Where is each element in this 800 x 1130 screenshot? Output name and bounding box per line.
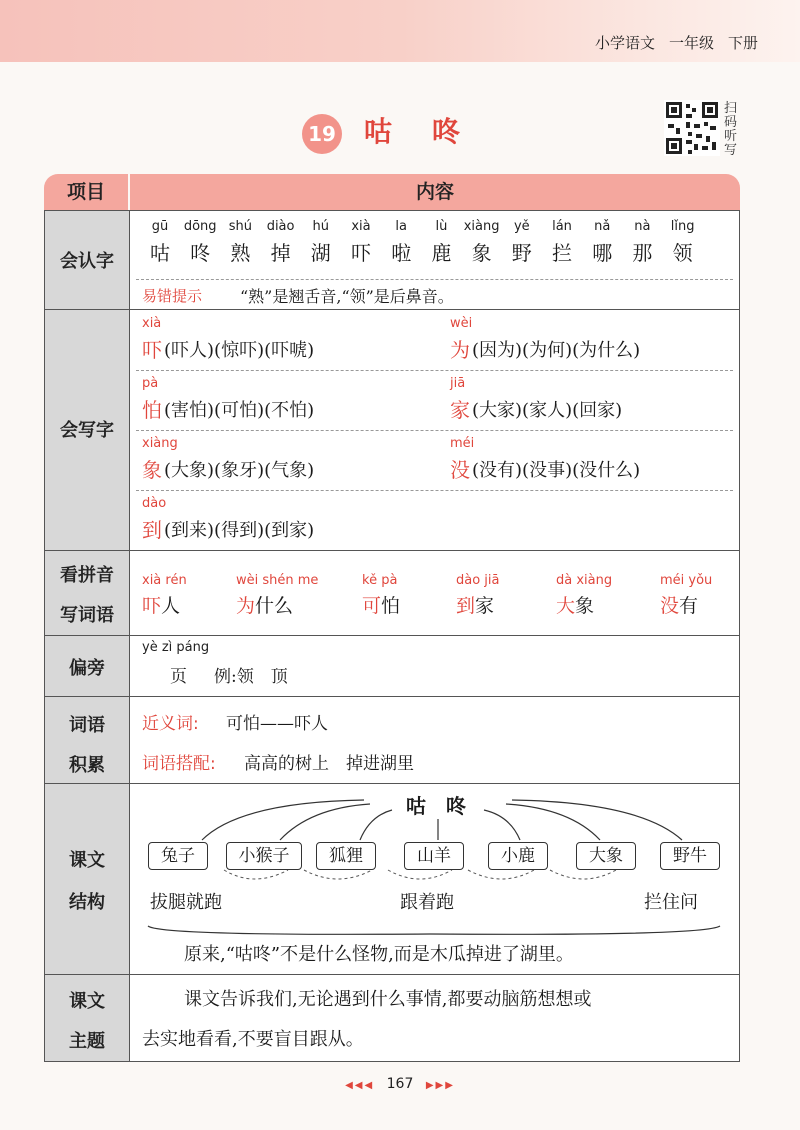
char-pinyin: lù: [435, 219, 448, 234]
grade: 一年级: [668, 34, 714, 52]
structure-center: 咕 咚: [400, 790, 472, 819]
table-header: [44, 174, 740, 210]
word-hanzi-part: 什么: [255, 595, 294, 617]
write-words: (因为)(为何)(为什么): [472, 340, 641, 361]
right-arrows-icon: ▶▶▶: [425, 1080, 455, 1091]
char-hanzi: 咚: [190, 241, 211, 265]
char-hanzi: 啦: [391, 241, 412, 265]
char-hanzi: 领: [672, 241, 693, 265]
char-pinyin: lǐng: [670, 219, 695, 234]
row-recognize: [44, 210, 740, 310]
row-label: 写词语: [60, 605, 114, 626]
row-write: [44, 310, 740, 551]
word-hanzi: [142, 591, 180, 618]
write-words: (吓人)(惊吓)(吓唬): [164, 340, 315, 361]
char-hanzi: 咕: [150, 241, 170, 265]
qr-code-icon[interactable]: [664, 100, 720, 156]
write-pinyin: pà: [142, 376, 159, 391]
synonym-label: 近义词:: [142, 714, 199, 734]
char-pinyin: nà: [634, 219, 651, 234]
action-stop: 拦住问: [644, 892, 698, 913]
char-pinyin: dōng: [183, 219, 217, 234]
word-pinyin: kě pà: [362, 573, 398, 588]
collocation-label: 词语搭配:: [142, 754, 216, 774]
write-pinyin: jiā: [450, 376, 466, 391]
write-pinyin: dào: [142, 496, 167, 511]
write-char: 吓: [142, 338, 162, 362]
char-pinyin: yě: [513, 219, 530, 234]
action-follow: 跟着跑: [400, 892, 454, 913]
row-divider: [136, 370, 733, 371]
char-pinyin: diào: [266, 219, 295, 234]
word-pinyin: wèi shén me: [236, 573, 319, 588]
char-hanzi: 掉: [270, 241, 291, 265]
row-pinyin-words: [44, 551, 740, 636]
structure-conclusion: 原来,“咕咚”不是什么怪物,而是木瓜掉进了湖里。: [184, 944, 574, 965]
write-char: 为: [450, 338, 470, 362]
word-hanzi: [556, 591, 594, 618]
row-label: 词语: [69, 715, 105, 736]
row-label: 课文: [69, 850, 105, 871]
synonym-text: 可怕——吓人: [226, 714, 328, 734]
radical-pinyin: yè zì páng: [142, 640, 210, 655]
row-label: 看拼音: [60, 565, 114, 586]
summary-table: [44, 174, 740, 1062]
word-hanzi-part: 大: [556, 595, 576, 617]
write-chars: [130, 310, 740, 550]
char-hanzi: 拦: [552, 241, 572, 265]
word-pinyin: méi yǒu: [660, 573, 713, 588]
char-hanzi: 湖: [310, 241, 331, 265]
row-divider: [136, 430, 733, 431]
radical-char: 页: [170, 667, 187, 687]
tip-label: 易错提示: [142, 287, 203, 305]
scan-text: 扫码听写: [724, 101, 738, 158]
word-hanzi: [236, 591, 293, 618]
word-hanzi-part: 为: [236, 595, 256, 617]
collocation-text: 高高的树上 掉进湖里: [244, 754, 414, 774]
word-hanzi: [660, 591, 698, 618]
char-pinyin: gū: [151, 219, 169, 234]
col-item-header: 项目: [44, 174, 128, 210]
page-number: 167: [386, 1076, 414, 1092]
left-arrows-icon: ◀◀◀: [345, 1080, 375, 1091]
row-label: 会认字: [60, 251, 114, 272]
word-hanzi-part: 吓: [142, 595, 162, 617]
char-pinyin: shú: [228, 219, 253, 234]
row-radical: [44, 636, 740, 697]
row-vocab: [44, 697, 740, 784]
write-char: 怕: [142, 398, 162, 422]
write-words: (到来)(得到)(到家): [164, 520, 315, 541]
subject: 小学语文: [594, 34, 655, 52]
write-words: (害怕)(可怕)(不怕): [164, 400, 315, 421]
animal-box: 狐狸: [316, 842, 376, 870]
animal-box: 兔子: [148, 842, 208, 870]
page-footer: [0, 1076, 800, 1092]
char-pinyin: xià: [351, 219, 371, 234]
word-hanzi: [362, 591, 400, 618]
row-label: 主题: [69, 1031, 105, 1052]
write-words: (大象)(象牙)(气象): [164, 460, 315, 481]
word-hanzi-part: 怕: [381, 595, 401, 617]
write-char: 没: [450, 458, 470, 482]
word-pinyin: dà xiàng: [556, 573, 613, 588]
theme-line-2: 去实地看看,不要盲目跟从。: [142, 1029, 364, 1050]
row-divider: [136, 490, 733, 491]
tip-text: “熟”是翘舌音,“领”是后鼻音。: [240, 287, 454, 306]
animal-box: 小猴子: [226, 842, 302, 870]
animal-box: 山羊: [404, 842, 464, 870]
write-words: (没有)(没事)(没什么): [472, 460, 641, 481]
char-pinyin: hú: [312, 219, 330, 234]
word-hanzi-part: 到: [456, 595, 476, 617]
char-pinyin: xiàng: [463, 219, 500, 234]
char-hanzi: 熟: [230, 241, 251, 265]
write-pinyin: méi: [450, 436, 475, 451]
write-pinyin: xiàng: [142, 436, 178, 451]
word-hanzi-part: 人: [161, 595, 181, 617]
char-hanzi: 鹿: [431, 241, 452, 265]
book-info: [581, 32, 758, 53]
char-hanzi: 野: [511, 241, 532, 265]
word-pinyin: xià rén: [142, 573, 187, 588]
radical-example: 例:领 顶: [214, 667, 288, 687]
animal-box: 小鹿: [488, 842, 548, 870]
word-hanzi-part: 家: [475, 595, 495, 617]
char-hanzi: 那: [632, 241, 653, 265]
char-pinyin: lán: [552, 219, 572, 234]
word-hanzi-part: 没: [660, 595, 680, 617]
theme-line-1: 课文告诉我们,无论遇到什么事情,都要动脑筋想想或: [184, 989, 592, 1010]
row-label: 偏旁: [69, 658, 105, 679]
write-char: 象: [142, 458, 162, 482]
word-hanzi-part: 有: [679, 595, 699, 617]
animal-box: 野牛: [660, 842, 720, 870]
word-hanzi-part: 可: [362, 595, 382, 617]
lesson-number: 19: [302, 114, 342, 154]
pinyin-words: [130, 551, 740, 635]
write-char: 到: [142, 518, 162, 542]
row-label: 会写字: [60, 420, 114, 441]
row-label: 课文: [69, 991, 105, 1012]
write-pinyin: wèi: [450, 316, 473, 331]
row-label: 结构: [69, 892, 105, 913]
char-hanzi: 象: [471, 241, 492, 265]
write-words: (大家)(家人)(回家): [472, 400, 623, 421]
row-label: 积累: [69, 755, 105, 776]
char-pinyin: la: [395, 219, 407, 234]
animal-box: 大象: [576, 842, 636, 870]
char-hanzi: 哪: [592, 241, 613, 265]
write-char: 家: [450, 398, 470, 422]
row-theme: [44, 975, 740, 1062]
char-pinyin: nǎ: [594, 219, 611, 234]
action-run: 拔腿就跑: [150, 892, 222, 913]
word-hanzi: [456, 591, 494, 618]
word-pinyin: dào jiā: [456, 573, 500, 588]
write-pinyin: xià: [142, 316, 162, 331]
char-hanzi: 吓: [351, 241, 371, 265]
row-structure: [44, 784, 740, 975]
word-hanzi-part: 象: [575, 595, 595, 617]
volume: 下册: [727, 34, 758, 52]
col-content-header: 内容: [130, 174, 740, 210]
lesson-title: 咕咚: [364, 115, 501, 148]
